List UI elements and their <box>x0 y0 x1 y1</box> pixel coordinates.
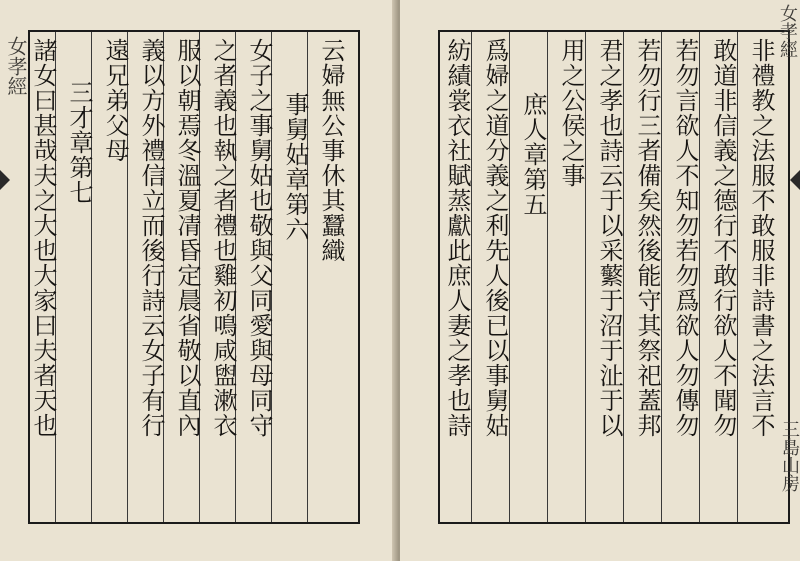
text-column-9: 諸女曰甚哉夫之大也大家曰夫者天也 <box>29 38 57 438</box>
text-column-6: 義以方外禮信立而後行詩云女子有行 <box>137 38 165 438</box>
chapter-heading-6: 事舅姑章第六 <box>281 92 309 242</box>
right-text-frame <box>438 30 790 524</box>
text-column-3: 女子之事舅姑也敬與父同愛與母同守 <box>245 38 273 438</box>
chapter-heading-7: 三才章第七 <box>65 80 93 205</box>
text-column-1: 云婦無公事休其蠶織 <box>317 38 345 263</box>
text-column-9: 紡績裳衣社賦蒸獻此庶人妻之孝也詩 <box>443 38 471 438</box>
text-column-5: 服以朝焉冬溫夏凊昏定晨省敬以直內 <box>173 38 201 438</box>
text-column-4: 若勿行三者備矣然後能守其祭祀蓋邦 <box>633 38 661 438</box>
text-column-8: 爲婦之道分義之利先人後已以事舅姑 <box>481 38 509 438</box>
right-page <box>400 0 800 561</box>
left-page-edge-title: 女孝經 <box>4 36 28 96</box>
page-tab-marker <box>0 170 10 190</box>
text-column-5: 君之孝也詩云于以采蘩于沼于沚于以 <box>595 38 623 438</box>
chapter-heading-5: 庶人章第五 <box>519 92 547 217</box>
right-page-edge-title: 女孝經 <box>777 4 798 58</box>
text-column-1: 非禮教之法服不敢服非詩書之法言不 <box>747 38 775 438</box>
text-column-4: 之者義也執之者禮也雞初鳴咸盥漱衣 <box>209 38 237 438</box>
left-text-frame <box>28 30 360 524</box>
publisher-mark: 三島山房 <box>779 420 800 492</box>
page-tab-marker <box>790 170 800 190</box>
text-column-2: 敢道非信義之德行不敢行欲人不聞勿 <box>709 38 737 438</box>
text-column-6: 用之公侯之事 <box>557 38 585 188</box>
left-page <box>0 0 396 561</box>
text-column-7: 遠兄弟父母 <box>101 38 129 163</box>
text-column-3: 若勿言欲人不知勿若勿爲欲人勿傳勿 <box>671 38 699 438</box>
